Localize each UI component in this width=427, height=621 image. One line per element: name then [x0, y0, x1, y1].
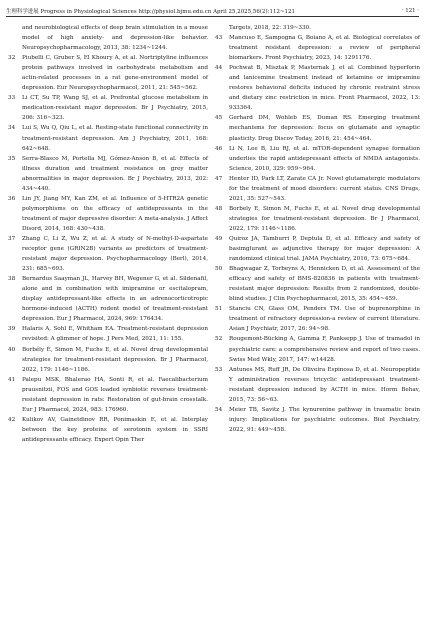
- reference-item: [215, 234, 420, 264]
- reference-item: [8, 345, 208, 375]
- reference-item: [215, 33, 420, 63]
- reference-item: [8, 123, 208, 153]
- reference-number: 42: [8, 416, 16, 423]
- reference-item: [215, 264, 420, 304]
- reference-text: Palepu MSK, Bhalerao HA, Sonti R, et al. Faecalibacterium prausnitzii, FOS and GOS loaded synbiotic reverses treatment-resistant depression in rats: Restoration of gut-brain crosstalk. Eur J Pharmacol, 2024, 983: 176960.: [22, 376, 208, 413]
- reference-text: Li N, Lee B, Liu RJ, et al. mTOR-dependent synapse formation underlies the rapid antidepressant effects of NMDA antagonists. Science, 2010, 329: 959~964.: [229, 145, 420, 172]
- reference-text: Lui S, Wu Q, Qiu L, et al. Resting-state functional connectivity in treatment-resistant depression. Am J Psychiatry, 2011, 168: 642~648.: [22, 125, 208, 152]
- reference-item: [8, 324, 208, 344]
- reference-number: 33: [8, 95, 16, 102]
- reference-item: [8, 194, 208, 234]
- reference-item: [215, 113, 420, 143]
- reference-number: 43: [215, 35, 223, 42]
- reference-number: 48: [215, 205, 223, 212]
- reference-column-right: [215, 23, 420, 617]
- reference-text: Kulikov AV, Gainetdinov RR, Ponimaskin E, et al. Interplay between the key proteins of serotonin system in SSRI antidepressants efficacy. Expert Opin Ther: [22, 416, 208, 443]
- reference-item: [8, 375, 208, 415]
- reference-text: Lin JY, Jiang MY, Kan ZM, et al. Influence of 5-HTR2A genetic polymorphisms on the efficacy of antidepressants in the treatment of major depressive disorder: A meta-analysis. J Affect Disord, 2014, 168: 430~438.: [22, 195, 208, 232]
- reference-item: [8, 23, 208, 53]
- reference-text: Targets, 2018, 22: 319~330.: [229, 25, 311, 31]
- reference-number: 46: [215, 145, 223, 152]
- reference-number: 47: [215, 175, 223, 182]
- reference-text: Halaris A, Sohl E, Whitham EA. Treatment-resistant depression revisited: A glimmer of hope. J Pers Med, 2021, 11: 155.: [22, 326, 208, 343]
- reference-item: [8, 274, 208, 324]
- reference-text: Zhang C, Li Z, Wu Z, et al. A study of N-methyl-D-aspartate receptor gene (GRIN2B) variants as predictors of treatment-resistant major depression. Psychopharmacology (Berl), 2014, 231: 685~693.: [22, 235, 208, 273]
- reference-text: Henter ID, Park LT, Zarate CA Jr. Novel glutamatergic modulators for the treatment of mood disorders: current status. CNS Drugs, 2021, 35: 527~543.: [229, 175, 420, 202]
- reference-item: [215, 334, 420, 364]
- reference-item: [215, 204, 420, 234]
- reference-text: Quiroz JA, Tamburri P, Deptula D, et al. Efficacy and safety of basimglurant as adjunctive therapy for major depression: A randomized clinical trial. JAMA Psychiatry, 2016, 73: 675~684.: [229, 235, 420, 263]
- reference-number: 36: [8, 195, 16, 202]
- reference-column-left: [8, 23, 208, 617]
- reference-text: Bernardus Saayman JL, Harvey BH, Wegener G, et al. Sildenafil, alone and in combination with imipramine or escitalopram, display antidepressant-like effects in an adrenocorticotropic hormone-induced (ACTH) rodent model of treatment-resistant depression. Eur J Pharmacol, 2024, 969: 176434.: [22, 276, 208, 323]
- reference-text: Borbély É, Simon M, Fuchs E, et al. Novel drug developmental strategies for treatment-resistant depression. Br J Pharmacol, 2022, 179: 1146~1186.: [22, 346, 208, 373]
- reference-text: Serra-Blasco M, Portella MJ, Gómez-Anson B, et al. Effects of illness duration and treatment resistance on grey matter abnormalities in major depression. Br J Psychiatry, 2013, 202: 434~440.: [22, 155, 208, 192]
- reference-item: [215, 63, 420, 113]
- reference-number: 45: [215, 115, 223, 122]
- reference-number: 41: [8, 376, 16, 383]
- reference-item: [215, 365, 420, 405]
- reference-text: Mancuso E, Sampogna G, Boiano A, et al. Biological correlates of treatment resistant depression: a review of peripheral biomarkers. Front Psychiatry, 2023, 14: 1291176.: [229, 35, 420, 62]
- reference-item: [8, 415, 208, 445]
- page-number: · 121 ·: [401, 8, 419, 14]
- reference-item: [8, 93, 208, 123]
- reference-text: Pochwat B, Misztak P, Masternak J, et al. Combined hyperforin and lanicemine treatment instead of ketamine or imipramine restores behavioral deficits induced by chronic restraint stress and dietary zinc restriction in mice. Front Pharmacol, 2022, 13: 933364.: [229, 65, 420, 112]
- reference-text: Borbely E, Simon M, Fuchs E, et al. Novel drug developmental strategies for treatment-resistant depression. Br J Pharmacol, 2022, 179: 1146~1186.: [229, 205, 420, 232]
- reference-number: 38: [8, 276, 16, 283]
- reference-number: 44: [215, 65, 223, 72]
- reference-item: [215, 304, 420, 334]
- reference-item: [8, 154, 208, 194]
- reference-item: [215, 405, 420, 435]
- reference-number: 39: [8, 326, 16, 333]
- header-rule: [6, 16, 419, 17]
- reference-item: [8, 53, 208, 93]
- reference-text: Bhagwagar Z, Torbeyns A, Hennicken D, et al. Assessment of the efficacy and safety of BMS-820836 in patients with treatment-resistant major depression: Results from 2 randomized, double-blind studies. J Clin Psychopharmacol, 2015, 35: 454~459.: [229, 266, 420, 303]
- reference-number: 50: [215, 266, 223, 273]
- reference-number: 51: [215, 306, 223, 313]
- reference-item: [8, 234, 208, 274]
- reference-text: and neurobiological effects of deep brain stimulation in a mouse model of high anxiety- and depression-like behavior. Neuropsychopharmacology, 2013, 38: 1234~1244.: [22, 25, 208, 52]
- reference-number: 49: [215, 235, 223, 242]
- reference-number: 35: [8, 155, 16, 162]
- reference-text: Antunes MS, Ruff JR, De Oliveira Espinosa D, et al. Neuropeptide Y administration reverses tricyclic antidepressant treatment-resistant depression induced by ACTH in mice. Horm Behav, 2015, 73: 56~63.: [229, 366, 420, 403]
- reference-text: Stanciu CN, Glass OM, Penders TM. Use of buprenorphine in treatment of refractory depression-a review of current literature. Asian J Psychiatr, 2017, 26: 94~98.: [229, 306, 420, 333]
- reference-number: 54: [215, 406, 223, 413]
- reference-text: Meier TB, Savitz J. The kynurenine pathway in traumatic brain injury: Implications for psychiatric outcomes. Biol Psychiatry, 2022, 91: 449~458.: [229, 406, 420, 433]
- reference-number: 52: [215, 336, 223, 343]
- reference-item: [215, 23, 420, 33]
- reference-text: Piubelli C, Gruber S, El Khoury A, et al. Nortriptyline influences protein pathways involved in carbohydrate metabolism and actin-related processes in a rat gene-environment model of depression. Eur Neuropsychopharmacol, 2011, 21: 545~562.: [22, 55, 208, 92]
- reference-text: Rougemont-Bücking A, Gamma F, Panksepp J. Use of tramadol in psychiatric care: a comprehensive review and report of two cases. Swiss Med Wkly, 2017, 147: w14428.: [229, 336, 420, 363]
- reference-text: Li CT, Su TP, Wang SJ, et al. Prefrontal glucose metabolism in medication-resistant major depression. Br J Psychiatry, 2015, 206: 316~323.: [22, 95, 208, 122]
- reference-number: 53: [215, 366, 223, 373]
- reference-number: [215, 23, 229, 33]
- reference-number: [8, 23, 22, 53]
- reference-number: 32: [8, 55, 16, 62]
- reference-item: [215, 144, 420, 174]
- reference-number: 37: [8, 235, 16, 242]
- running-header: [6, 6, 419, 16]
- journal-header-text: 生理科学进展 Progress in Physiological Sciences http://physiol.bjmu.edu.cn April 25,2025,56(2):112~121: [6, 9, 295, 15]
- reference-item: [215, 174, 420, 204]
- reference-number: 34: [8, 125, 16, 132]
- reference-text: Gerhard DM, Wohleb ES, Duman RS. Emerging treatment mechanisms for depression: focus on glutamate and synaptic plasticity. Drug Discov Today, 2016, 21: 454~464.: [229, 115, 420, 142]
- reference-number: 40: [8, 346, 16, 353]
